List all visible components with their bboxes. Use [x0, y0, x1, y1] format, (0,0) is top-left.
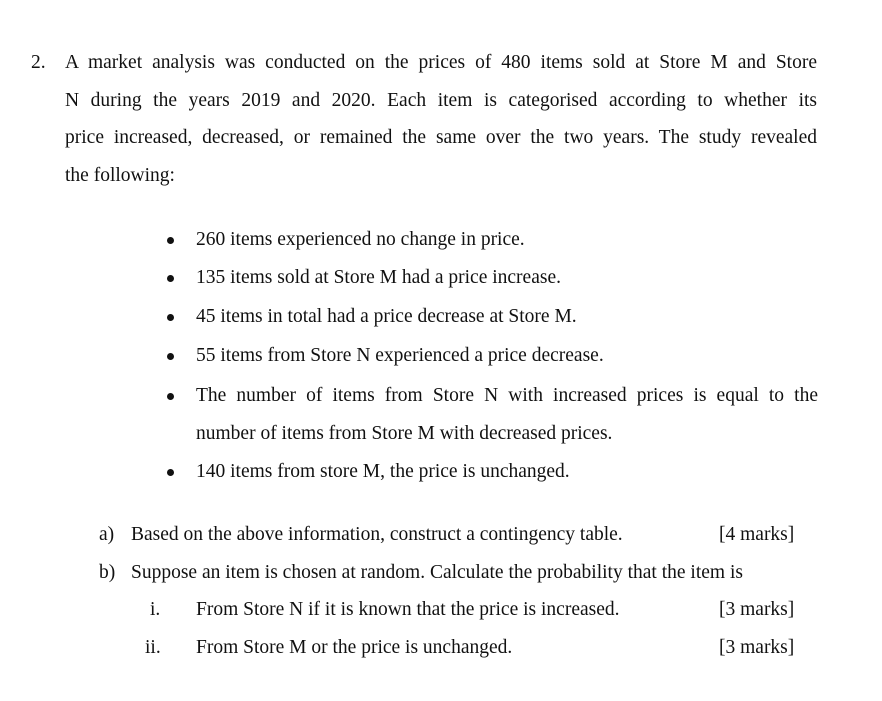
question-stem	[65, 51, 817, 202]
bullet-icon	[167, 314, 174, 321]
bullet-icon	[167, 469, 174, 476]
part-a-marks: [4 marks]	[719, 524, 795, 545]
stem-line: A market analysis was conducted on the prices of 480 items sold at Store M and Store	[65, 52, 817, 73]
subpart-text: From Store M or the price is unchanged.	[196, 637, 513, 658]
subpart-label: i.	[150, 599, 161, 620]
question-number: 2.	[31, 52, 46, 73]
bullet-text: 45 items in total had a price decrease at Store M.	[196, 306, 577, 327]
subpart-label: ii.	[145, 637, 161, 658]
bullet-icon	[167, 393, 174, 400]
subpart-marks: [3 marks]	[719, 599, 795, 620]
stem-line: the following:	[65, 165, 175, 187]
bullet-text: The number of items from Store N with increased prices is equal to the	[196, 385, 818, 406]
bullet-text: 140 items from store M, the price is unchanged.	[196, 461, 570, 482]
part-a-label: a)	[99, 524, 115, 545]
bullet-icon	[167, 237, 174, 244]
bullet-icon	[167, 275, 174, 282]
bullet-icon	[167, 353, 174, 360]
subpart-text: From Store N if it is known that the price is increased.	[196, 599, 620, 620]
part-a-text: Based on the above information, construct a contingency table.	[131, 524, 623, 545]
subpart-marks: [3 marks]	[719, 637, 795, 658]
part-b-label: b)	[99, 562, 116, 583]
stem-line: price increased, decreased, or remained the same over the two years. The study revealed	[65, 127, 817, 149]
bullet-text: 55 items from Store N experienced a price decrease.	[196, 345, 604, 366]
bullet-text: 260 items experienced no change in price.	[196, 229, 525, 250]
stem-line: N during the years 2019 and 2020. Each item is categorised according to whether its	[65, 89, 817, 111]
bullet-text: number of items from Store M with decreased prices.	[196, 423, 613, 444]
part-b-text: Suppose an item is chosen at random. Calculate the probability that the item is	[131, 562, 743, 583]
bullet-text: 135 items sold at Store M had a price increase.	[196, 267, 561, 288]
